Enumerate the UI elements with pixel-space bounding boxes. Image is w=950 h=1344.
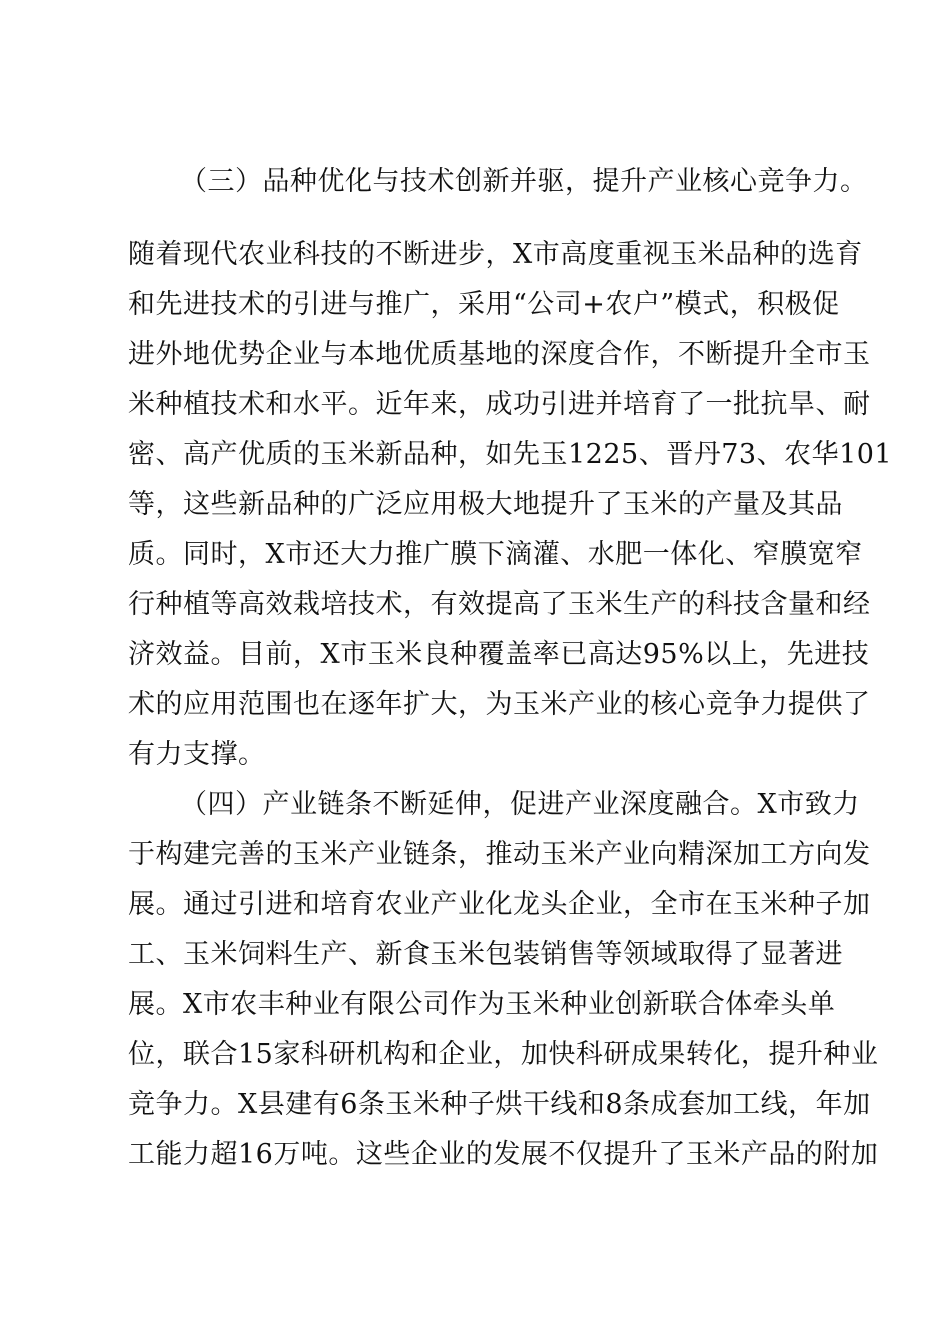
paragraph-line: 随着现代农业科技的不断进步，X市高度重视玉米品种的选育 (128, 239, 863, 270)
paragraph-line: 术的应用范围也在逐年扩大，为玉米产业的核心竞争力提供了 (128, 689, 871, 720)
paragraph-line: 展。通过引进和培育农业产业化龙头企业，全市在玉米种子加 (128, 889, 871, 920)
paragraph-line: 质。同时，X市还大力推广膜下滴灌、水肥一体化、窄膜宽窄 (128, 539, 863, 570)
paragraph-line: 密、高产优质的玉米新品种，如先玉1225、晋丹73、农华101 (128, 439, 893, 470)
paragraph-line: 和先进技术的引进与推广，采用“公司+农户”模式，积极促 (128, 289, 840, 320)
paragraph-line: 有力支撑。 (128, 739, 266, 770)
paragraph-line: 行种植等高效栽培技术，有效提高了玉米生产的科技含量和经 (128, 589, 871, 620)
paragraph-line: 展。X市农丰种业有限公司作为玉米种业创新联合体牵头单 (128, 989, 836, 1020)
paragraph-line: 进外地优势企业与本地优质基地的深度合作，不断提升全市玉 (128, 339, 871, 370)
paragraph-line: 济效益。目前，X市玉米良种覆盖率已高达95%以上，先进技 (128, 639, 870, 670)
paragraph-line: 位，联合15家科研机构和企业，加快科研成果转化，提升种业 (128, 1039, 879, 1070)
paragraph-line: 米种植技术和水平。近年来，成功引进并培育了一批抗旱、耐 (128, 389, 871, 420)
paragraph-line: 等，这些新品种的广泛应用极大地提升了玉米的产量及其品 (128, 489, 843, 520)
section-3-heading-line: （三）品种优化与技术创新并驱，提升产业核心竞争力。 (180, 166, 868, 197)
paragraph-line: 竞争力。X县建有6条玉米种子烘干线和8条成套加工线，年加 (128, 1089, 871, 1120)
section-4-heading-line: （四）产业链条不断延伸，促进产业深度融合。X市致力 (180, 789, 860, 820)
paragraph-line: 工、玉米饲料生产、新食玉米包装销售等领域取得了显著进 (128, 939, 843, 970)
paragraph-line: 于构建完善的玉米产业链条，推动玉米产业向精深加工方向发 (128, 839, 871, 870)
paragraph-line: 工能力超16万吨。这些企业的发展不仅提升了玉米产品的附加 (128, 1139, 879, 1170)
